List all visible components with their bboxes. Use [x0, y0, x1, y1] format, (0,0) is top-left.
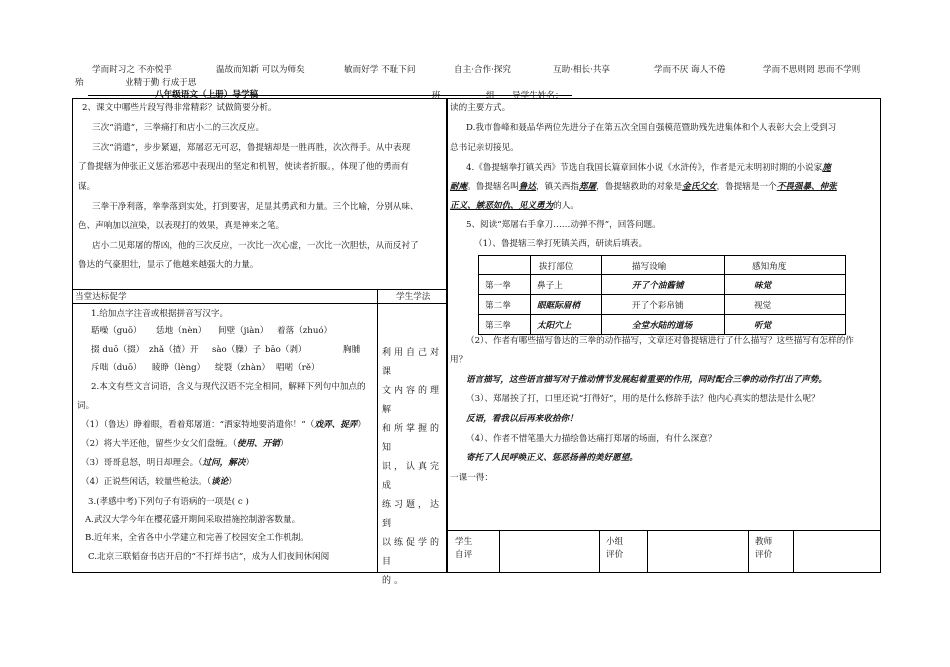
method-text-line: 识，认真完成	[382, 462, 443, 491]
table-cell: 鼻子上	[537, 281, 563, 291]
motto-8: 殆	[75, 78, 84, 88]
q5-2b: 用？	[450, 355, 468, 365]
table-cell: 味觉	[754, 281, 772, 291]
eval-top-rule	[446, 530, 880, 531]
pinyin-item: 着落（zhuó）	[277, 326, 333, 336]
motto-6: 学而不厌 诲人不倦	[654, 65, 726, 75]
analysis-line-6: 色、声响加以渲染，以表现打的效果，真是神来之笔。	[78, 221, 285, 231]
eval-rule-2	[599, 530, 600, 572]
eval-teacher-label-1: 教师	[755, 537, 773, 547]
vocab-item-3: （3）哥哥息怒，明日却理会。（过问，解决）	[81, 458, 255, 468]
motto-3: 敏而好学 不耻下问	[344, 65, 416, 75]
harvest-label: 一课一得：	[450, 473, 493, 483]
q5-2a: （2）、作者有哪些描写鲁达的三拳的动作描写，文章还对鲁提辖进行了什么描写？这些描写有怎样的作	[466, 336, 854, 346]
pinyin-item: sào（臊）子	[212, 345, 262, 355]
side-column-rule	[377, 289, 378, 572]
option-c: C.北京三联韬奋书店开启的“不打烊书店”，成为人们夜间休闲阅	[88, 552, 330, 562]
table-cell: 听觉	[754, 321, 772, 331]
pinyin-item: 唱喏（rě）	[276, 363, 320, 373]
motto-9: 业精于勤 行成于思	[125, 78, 197, 88]
mottos-row	[0, 58, 950, 86]
vocab-question-a: 2.本文有些文言词语，含义与现代汉语不完全相同，解释下列句中加点的	[91, 382, 366, 392]
punch-table-col-rule	[530, 255, 531, 334]
eval-rule-3	[647, 530, 648, 572]
analysis-line-7: 店小二见郑屠的帮凶，他的三次反应，一次比一次心虚，一次比一次胆怯，从而反衬了	[92, 241, 419, 251]
q4-line-1: 4.《鲁提辖拳打镇关西》节选自我国长篇章回体小说《水浒传》，作者是元末明初时期的小说家施	[466, 163, 831, 173]
practice-title: 当堂达标促学	[75, 292, 127, 302]
eval-teacher-label-2: 评价	[755, 550, 773, 560]
pinyin-item: 掇 duō（掇）	[91, 345, 145, 355]
practice-title-rule	[72, 303, 447, 304]
table-cell: 第三拳	[485, 321, 511, 331]
table-header: 感知角度	[752, 262, 787, 272]
page-title: 八年级语文（上册）导学稿	[155, 90, 259, 100]
q5-4-answer: 寄托了人民呼唤正义、惩恶扬善的美好愿望。	[466, 453, 638, 463]
vocab-question-b: 词。	[77, 401, 95, 411]
pinyin-item: 斥咄（duō）	[91, 363, 142, 373]
analysis-line-4: 谋。	[78, 182, 96, 192]
header-rule	[88, 95, 572, 96]
table-cell: 全堂水陆的道场	[632, 321, 693, 331]
method-text-line: 的。	[382, 576, 407, 586]
method-text-line: 和所掌握的知	[382, 424, 443, 453]
motto-5: 互助·相长·共享	[553, 65, 611, 75]
analysis-line-5: 三拳干净利落，拳拳落到实处，打到要害，足显其勇武和力量。三个比喻，分别从味、	[92, 202, 419, 212]
q5-4: （4）、作者不惜笔墨大力描绘鲁达痛打郑屠的场面，有什么深意？	[466, 434, 717, 444]
option-b: B.近年来，全省各中小学建立和完善了校园安全工作机制。	[85, 533, 309, 543]
group-label: 组	[486, 91, 495, 101]
q4-line-3: 正义、嫉恶如仇、见义勇为的人。	[450, 201, 579, 211]
pinyin-item: 聒噪（guō）	[91, 326, 142, 336]
table-cell: 开了个油酱铺	[632, 281, 684, 291]
pinyin-item-extra: 胸脯	[343, 345, 361, 355]
pinyin-question: 1.给加点字注音或根据拼音写汉字。	[91, 309, 229, 319]
analysis-line-1: 三次“消遣”，三拳痛打和店小二的三次反应。	[92, 123, 265, 133]
pinyin-item: 绽裂（zhàn）	[215, 363, 271, 373]
punch-table-row-rule	[478, 294, 845, 295]
q5-2-answer: 语言描写，这些语言描写对于推动情节发展起着重要的作用，同时配合三拳的动作打出了声势。	[466, 375, 827, 385]
right-line-d2: 总书记亲切接见。	[450, 143, 519, 153]
name-underline	[540, 95, 570, 96]
motto-7: 学而不思则罔 思而不学则	[763, 65, 861, 75]
method-text-line: 利用自己对课	[382, 348, 443, 377]
motto-4: 自主·合作·探究	[454, 65, 512, 75]
method-text-line: 练习题，达到	[382, 500, 443, 529]
right-line-d1: D.我市鲁峰和聂品华两位先进分子在第五次全国自强模范暨助残先进集体和个人表彰大会上受到习	[466, 123, 837, 133]
analysis-line-2: 三次“消遣”，步步紧逼，郑屠忍无可忍，鲁提辖却是一胜再胜，次次得手。从中表现	[92, 143, 411, 153]
method-text-line: 文内容的理解	[382, 386, 443, 415]
left-divider	[72, 289, 447, 290]
analysis-line-8: 鲁达的气豪胆壮，显示了他越来越强大的力量。	[78, 260, 259, 270]
eval-rule-5	[793, 530, 794, 572]
q2-title: 2、课文中哪些片段写得非常精彩？试做简要分析。	[82, 103, 277, 113]
eval-student-label-1: 学生	[455, 537, 473, 547]
vocab-item-2: （2）将大半还他，留些少女父们盘缠。（使用、开销）	[81, 439, 289, 449]
motto-2: 温故而知新 可以为师矣	[216, 65, 305, 75]
punch-table-col-rule	[724, 255, 725, 334]
pinyin-item: bāo（剥）	[265, 345, 307, 355]
student-name-label: 导学生姓名：	[512, 91, 564, 101]
pinyin-item: 恁地（nèn）	[156, 326, 207, 336]
grammar-question: 3.(孝感中考)下列句子有语病的一项是( c )	[88, 497, 249, 507]
table-header: 描写设喻	[632, 262, 667, 272]
table-header: 拔打部位	[539, 262, 574, 272]
table-cell: 第二拳	[485, 301, 511, 311]
motto-1: 学而时习之 不亦悦乎	[92, 65, 173, 75]
q5-3-answer: 反语，看我以后再来收拾你！	[466, 414, 578, 424]
method-text	[382, 344, 444, 591]
pinyin-item: zhǎ（揸）开	[149, 345, 199, 355]
pinyin-item: 睖睁（lèng）	[152, 363, 206, 373]
punch-table-col-rule	[601, 255, 602, 334]
eval-rule-1	[499, 530, 500, 572]
method-text-line: 以练促学的目	[382, 538, 443, 567]
table-cell: 太阳穴上	[537, 321, 572, 331]
q5-3: （3）、郑屠挨了打，口里还说“打得好”，用的是什么修辞手法？他内心真实的想法是什么呢？	[466, 394, 820, 404]
vocab-item-4: （4）正说些闲话，较量些枪法。（谈论）	[81, 477, 237, 487]
table-cell: 开了个彩帛铺	[632, 301, 684, 311]
method-title: 学生学法	[396, 292, 431, 302]
eval-student-label-2: 自评	[455, 550, 473, 560]
punch-table-row-rule	[478, 314, 845, 315]
class-label: 班	[432, 91, 441, 101]
eval-rule-4	[748, 530, 749, 572]
option-a: A.武汉大学今年在樱花盛开期间采取措施控制游客数量。	[85, 515, 301, 525]
punch-table-header-rule	[478, 274, 845, 275]
table-cell: 第一拳	[485, 281, 511, 291]
table-cell: 视觉	[754, 301, 772, 311]
pinyin-item: 间壁（jiàn）	[218, 326, 269, 336]
right-line-0: 读的主要方式。	[450, 103, 511, 113]
q4-line-2: 耐庵。鲁提辖名叫鲁达，镇关西指郑屠，鲁提辖救助的对象是金氏父女，鲁提辖是一个不畏强暴、伸张	[450, 182, 837, 192]
eval-group-label-1: 小组	[606, 537, 624, 547]
table-cell: 眼眶际眉梢	[537, 301, 580, 311]
eval-group-label-2: 评价	[606, 550, 624, 560]
q5-title: 5、阅读“郑屠右手拿刀……动弹不得”，回答问题。	[466, 220, 661, 230]
analysis-line-3: 了鲁提辖为伸张正义惩治邪恶中表现出的坚定和机智，使读者折服。，体现了他的勇而有	[78, 162, 409, 172]
q5-1: （1）、鲁提辖三拳打死镇关西，研读后填表。	[474, 239, 648, 249]
vocab-item-1: （1）（鲁达）睁着眼，看着郑屠道：“洒家特地要消遣你！”（戏弄、捉弄）	[81, 420, 366, 430]
